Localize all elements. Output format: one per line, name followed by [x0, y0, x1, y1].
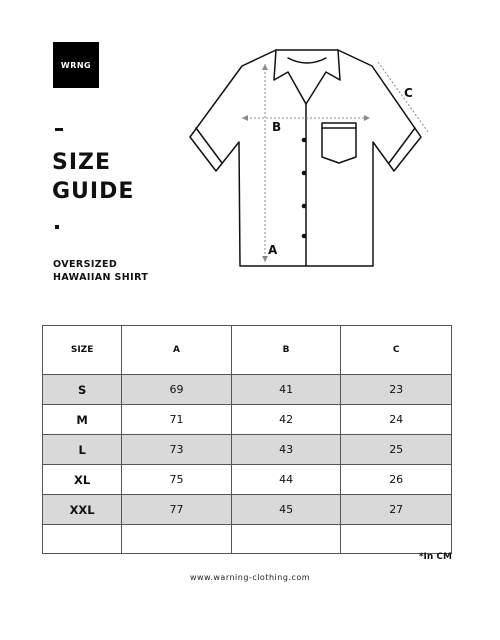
b-cell: 43	[231, 435, 341, 465]
empty-cell	[231, 525, 341, 554]
empty-cell	[43, 525, 122, 554]
b-cell: 41	[231, 375, 341, 405]
header-b: B	[231, 326, 341, 375]
c-cell: 27	[341, 495, 452, 525]
size-cell: S	[43, 375, 122, 405]
page-title-line1: SIZE	[52, 150, 112, 175]
a-cell: 77	[122, 495, 232, 525]
table-row	[43, 465, 452, 495]
size-cell: XXL	[43, 495, 122, 525]
brand-logo-text: WRNG	[60, 60, 92, 70]
c-cell: 24	[341, 405, 452, 435]
size-table-header-row	[43, 326, 452, 375]
table-row	[43, 435, 452, 465]
table-row	[43, 495, 452, 525]
website-link[interactable]: www.warning-clothing.com	[189, 573, 311, 582]
table-row-empty	[43, 525, 452, 554]
header-size: SIZE	[43, 326, 122, 375]
size-table	[42, 325, 452, 554]
product-name-line2: HAWAIIAN SHIRT	[53, 272, 149, 283]
c-cell: 26	[341, 465, 452, 495]
product-name	[53, 258, 148, 284]
header-a: A	[122, 326, 232, 375]
empty-cell	[122, 525, 232, 554]
a-cell: 75	[122, 465, 232, 495]
b-cell: 42	[231, 405, 341, 435]
title-dot-decoration	[55, 225, 59, 229]
empty-cell	[341, 525, 452, 554]
b-cell: 44	[231, 465, 341, 495]
c-cell: 25	[341, 435, 452, 465]
c-cell: 23	[341, 375, 452, 405]
page-title	[52, 148, 134, 206]
a-cell: 73	[122, 435, 232, 465]
title-dash-decoration	[55, 128, 63, 131]
size-cell: L	[43, 435, 122, 465]
size-cell: M	[43, 405, 122, 435]
brand-logo	[53, 42, 99, 88]
a-cell: 71	[122, 405, 232, 435]
dimension-label-c: C	[404, 86, 413, 100]
table-row	[43, 375, 452, 405]
shirt-outline-icon	[180, 40, 440, 275]
product-name-line1: OVERSIZED	[53, 259, 118, 270]
dimension-label-b: B	[272, 120, 282, 134]
a-cell: 69	[122, 375, 232, 405]
table-row	[43, 405, 452, 435]
page-title-line2: GUIDE	[52, 179, 135, 204]
dimension-label-a: A	[268, 243, 278, 257]
unit-note: *In CM	[418, 552, 452, 562]
header-c: C	[341, 326, 452, 375]
size-cell: XL	[43, 465, 122, 495]
b-cell: 45	[231, 495, 341, 525]
